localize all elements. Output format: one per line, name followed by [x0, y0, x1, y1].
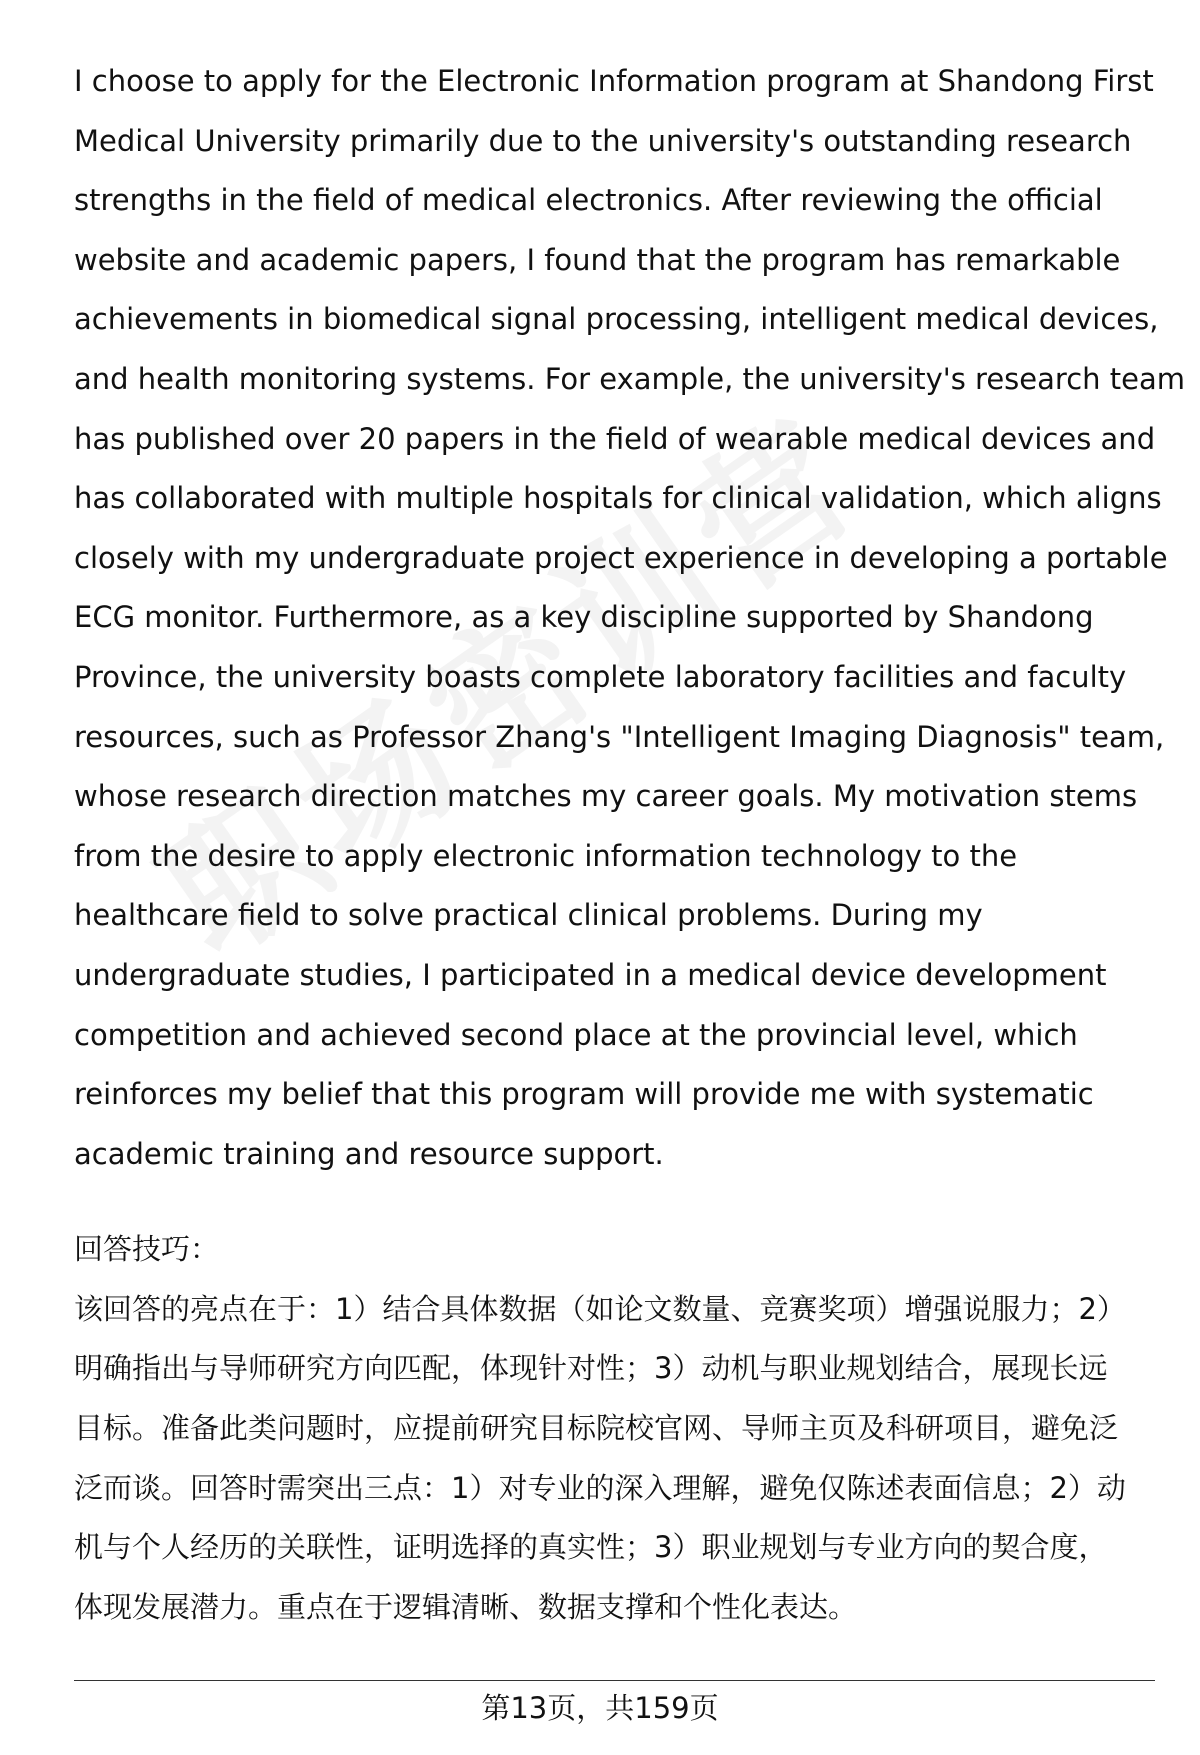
tips-line: 目标。准备此类问题时，应提前研究目标院校官网、导师主页及科研项目，避免泛 [74, 1411, 1119, 1446]
answer-line: ECG monitor. Furthermore, as a key discipline supported by Shandong [74, 600, 1094, 635]
answer-paragraph [74, 52, 1185, 1184]
answer-line: undergraduate studies, I participated in a medical device development [74, 957, 1107, 992]
page-number: 第13页，共159页 [481, 1691, 719, 1725]
tips-line: 泛而谈。回答时需突出三点：1）对专业的深入理解，避免仅陈述表面信息；2）动 [74, 1470, 1126, 1505]
answer-line: Medical University primarily due to the university's outstanding research [74, 123, 1132, 158]
answer-line: closely with my undergraduate project experience in developing a portable [74, 540, 1168, 575]
answer-line: achievements in biomedical signal processing, intelligent medical devices, [74, 302, 1159, 337]
answer-line: whose research direction matches my career goals. My motivation stems [74, 779, 1138, 814]
answer-line: reinforces my belief that this program will provide me with systematic [74, 1077, 1094, 1112]
tips-line: 该回答的亮点在于：1）结合具体数据（如论文数量、竞赛奖项）增强说服力；2） [74, 1291, 1126, 1326]
tips-line: 明确指出与导师研究方向匹配，体现针对性；3）动机与职业规划结合，展现长远 [74, 1351, 1108, 1386]
answer-line: website and academic papers, I found that the program has remarkable [74, 242, 1121, 277]
footer-divider [74, 1680, 1155, 1681]
tips-line: 机与个人经历的关联性，证明选择的真实性；3）职业规划与专业方向的契合度， [74, 1530, 1108, 1565]
answer-line: strengths in the field of medical electronics. After reviewing the official [74, 183, 1103, 218]
answer-line: Province, the university boasts complete laboratory facilities and faculty [74, 659, 1127, 694]
answer-line: has collaborated with multiple hospitals for clinical validation, which aligns [74, 481, 1162, 516]
page-content [74, 52, 1185, 1637]
answer-line: healthcare field to solve practical clinical problems. During my [74, 898, 983, 933]
answer-line: and health monitoring systems. For example, the university's research team [74, 361, 1185, 396]
answer-line: resources, such as Professor Zhang's "Intelligent Imaging Diagnosis" team, [74, 719, 1165, 754]
answer-line: competition and achieved second place at the provincial level, which [74, 1017, 1078, 1052]
answer-line: has published over 20 papers in the field of wearable medical devices and [74, 421, 1156, 456]
tips-heading: 回答技巧： [74, 1232, 220, 1267]
tips-paragraph [74, 1280, 1154, 1638]
answer-line: academic training and resource support. [74, 1136, 664, 1171]
answer-line: from the desire to apply electronic information technology to the [74, 838, 1018, 873]
tips-line: 体现发展潜力。重点在于逻辑清晰、数据支撑和个性化表达。 [74, 1589, 858, 1624]
answer-line: I choose to apply for the Electronic Information program at Shandong First [74, 64, 1154, 98]
